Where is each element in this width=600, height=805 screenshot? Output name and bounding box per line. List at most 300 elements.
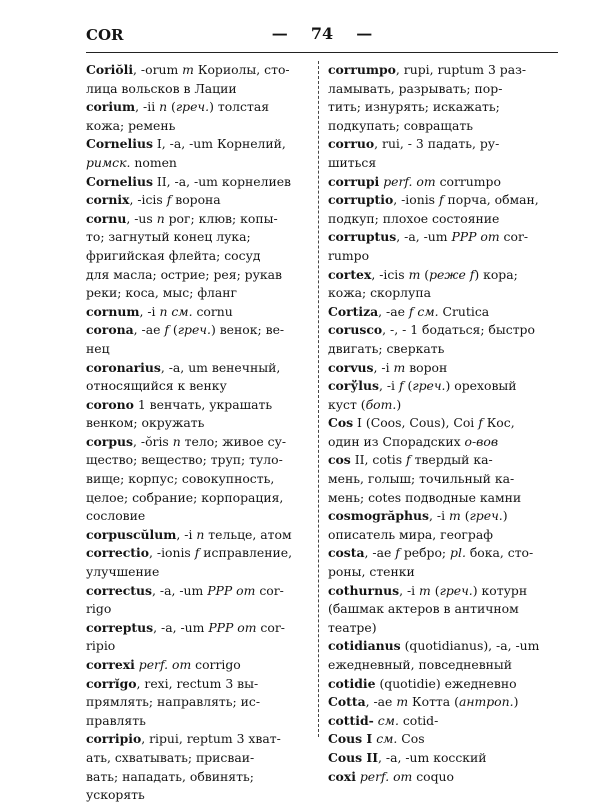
entry-line (328, 266, 550, 285)
headword: Cortiza (328, 303, 379, 319)
grammar-label: о-вов (464, 433, 499, 449)
grammar-label: см. (377, 712, 399, 728)
definition-text: улучшение (86, 564, 160, 580)
definition-text: 1 венчать, украшать (133, 396, 273, 412)
entry-line (328, 228, 550, 247)
entry-line (328, 563, 550, 582)
definition-text: ) (396, 396, 402, 412)
dictionary-entry (328, 135, 550, 172)
definition-text: , -ionis (149, 545, 195, 561)
dictionary-entry (86, 61, 308, 98)
dictionary-entry (328, 359, 550, 378)
entry-line (86, 675, 308, 694)
definition-text: , -ionis (393, 192, 439, 208)
entry-line (328, 749, 550, 768)
definition-text: , -ae (365, 694, 397, 710)
entry-line (328, 117, 550, 136)
definition-text: ( (430, 582, 440, 598)
dictionary-entry (328, 303, 550, 322)
definition-text: cor- (499, 229, 529, 245)
headword: Cous I (328, 731, 373, 747)
grammar-label: f (398, 378, 404, 394)
definition-text: , ripui, reptum 3 хват- (141, 731, 281, 747)
dictionary-entry (328, 191, 550, 228)
grammar-label: m (419, 582, 431, 598)
headword: cottid- (328, 712, 374, 728)
entry-line (328, 730, 550, 749)
definition-text: ( (168, 322, 178, 338)
definition-text: вище; корпус; совокупность, (86, 471, 275, 487)
headword: correptus (86, 619, 154, 635)
entry-line (328, 675, 550, 694)
headword: corium (86, 99, 136, 115)
headword: corrumpo (328, 62, 396, 77)
entry-line (328, 768, 550, 787)
entry-columns (86, 61, 558, 805)
headword: correctus (86, 582, 153, 598)
definition-text: подкупать; совращать (328, 117, 473, 133)
dictionary-entry (86, 656, 308, 675)
grammar-label: m (408, 266, 421, 282)
grammar-label: n (156, 210, 165, 226)
definition-text: , -i (373, 359, 394, 375)
entry-line (328, 526, 550, 545)
definition-text: сословие (86, 508, 146, 524)
definition-text: ) (502, 508, 508, 524)
entry-line (86, 489, 308, 508)
entry-line (328, 470, 550, 489)
definition-text: , -ii (135, 99, 160, 115)
definition-text: , -icis (129, 192, 167, 208)
entry-line (86, 340, 308, 359)
entry-line (86, 173, 308, 192)
entry-line (86, 544, 308, 563)
headword: corrupi (328, 173, 380, 189)
definition-text: cor- (256, 619, 285, 635)
headword: cornum (86, 303, 140, 319)
grammar-label: pl. (450, 545, 466, 561)
entry-line (328, 359, 550, 378)
grammar-label: PPP от (208, 619, 257, 635)
definition-text: мень, голыш; точильный ка- (328, 471, 515, 487)
entry-line (86, 414, 308, 433)
entry-line (86, 247, 308, 266)
page-number: 74 (310, 24, 334, 43)
grammar-label: PPP от (207, 582, 256, 598)
entry-line (328, 154, 550, 173)
headword: cortex (328, 266, 372, 282)
definition-text: , -i (399, 582, 420, 598)
dictionary-entry (86, 98, 308, 135)
entry-line (328, 619, 550, 638)
definition-text: твердый ка- (410, 452, 493, 468)
definition-text: правлять (86, 712, 146, 728)
definition-text: венком; окружать (86, 415, 205, 431)
dictionary-entry (328, 228, 550, 265)
page-number-block (86, 24, 558, 43)
definition-text: ламывать, разрывать; пор- (328, 80, 503, 96)
grammar-label: n (172, 433, 181, 449)
definition-text: cor- (255, 582, 284, 598)
headword: Cos (328, 415, 354, 431)
entry-line (86, 656, 308, 675)
entry-line (328, 61, 550, 80)
headword: corrĭgo (86, 675, 137, 691)
definition-text: , -a, -um косский (378, 749, 487, 765)
dictionary-entry (328, 637, 550, 674)
headword: cosmogrăphus (328, 508, 430, 524)
definition-text: шиться (328, 154, 377, 170)
grammar-label: n (196, 526, 205, 542)
dictionary-entry (86, 544, 308, 581)
dictionary-entry (86, 321, 308, 358)
definition-text: , -a, -um (396, 229, 452, 245)
grammar-label: f см. (408, 303, 439, 319)
definition-text: Котта ( (408, 694, 459, 710)
headword: cotidianus (328, 638, 401, 654)
page-number-dash-left: — (271, 24, 288, 43)
dictionary-entry (328, 544, 550, 581)
grammar-label: f (406, 452, 411, 468)
headword: correxi (86, 657, 135, 672)
definition-text: кожа; ремень (86, 117, 176, 133)
definition-text: ( (420, 266, 430, 282)
definition-text: II, -a, -um корнелиев (152, 173, 292, 189)
definition-text: , -a, -um (153, 619, 209, 635)
definition-text: , -ae (364, 545, 396, 561)
dictionary-entry (328, 377, 550, 414)
definition-text: , rupi, ruptum 3 раз- (395, 62, 527, 77)
grammar-label: n см. (159, 303, 193, 319)
definition-text: I, -a, -um Корнелий, (152, 136, 286, 152)
definition-text: исправление, (199, 545, 293, 561)
entry-line (328, 433, 550, 452)
definition-text: , -icis (371, 266, 409, 282)
entry-line (328, 284, 550, 303)
grammar-label: греч. (412, 378, 446, 394)
entry-line (86, 303, 308, 322)
dictionary-entry (86, 303, 308, 322)
grammar-label: греч. (175, 99, 210, 115)
dictionary-entry (328, 173, 550, 192)
headword: corono (86, 396, 134, 412)
dictionary-entry (328, 749, 550, 768)
grammar-label: perf. от (359, 768, 413, 784)
definition-text: (quotidie) ежедневно (375, 675, 517, 691)
entry-line (328, 321, 550, 340)
headword: corruptus (328, 229, 397, 245)
entry-line (328, 712, 550, 731)
headword: corўlus (328, 378, 379, 394)
definition-text: ) венок; ве- (210, 322, 285, 338)
headword: corpus (86, 433, 133, 449)
entry-line (328, 340, 550, 359)
entry-line (86, 600, 308, 619)
entry-line (86, 712, 308, 731)
headword: coronarius (86, 359, 161, 375)
definition-text: ( (460, 508, 470, 524)
entry-line (86, 80, 308, 99)
entry-line (328, 637, 550, 656)
dictionary-entry (328, 451, 550, 507)
grammar-label: m (393, 359, 406, 375)
definition-text: лица вольсков в Лации (86, 80, 237, 96)
entry-line (328, 135, 550, 154)
headword: corona (86, 322, 134, 338)
definition-text: coquo (412, 768, 454, 784)
definition-text: cornu (192, 303, 233, 319)
dictionary-entry (328, 61, 550, 135)
entry-line (86, 154, 308, 173)
dictionary-entry (328, 712, 550, 731)
definition-text: двигать; сверкать (328, 340, 445, 356)
dictionary-entry (86, 526, 308, 545)
entry-line (86, 433, 308, 452)
entry-line (86, 191, 308, 210)
entry-line (328, 173, 550, 192)
definition-text: , -i (378, 378, 399, 394)
grammar-label: m (449, 508, 461, 524)
entry-line (86, 507, 308, 526)
dictionary-entry (328, 266, 550, 303)
headword: cos (328, 452, 351, 468)
definition-text: rumpo (328, 247, 370, 263)
entry-line (86, 582, 308, 601)
entry-line (86, 117, 308, 136)
definition-text: Кориолы, сто- (193, 62, 290, 77)
definition-text: , -ŏris (133, 433, 173, 449)
entry-line (328, 191, 550, 210)
dictionary-entry (86, 191, 308, 210)
definition-text: ребро; (399, 545, 451, 561)
definition-text: театре) (328, 619, 377, 635)
entry-line (86, 61, 308, 80)
entry-line (86, 563, 308, 582)
definition-text: ) ореховый (445, 378, 517, 394)
definition-text: ать, схватывать; присваи- (86, 749, 255, 765)
entry-line (86, 266, 308, 285)
dictionary-entry (328, 730, 550, 749)
dictionary-entry (86, 173, 308, 192)
entry-line (86, 396, 308, 415)
dictionary-entry (86, 359, 308, 396)
headword: Coriŏli (86, 62, 134, 77)
headword: correctio (86, 545, 149, 561)
definition-text: бока, сто- (465, 545, 534, 561)
definition-text: мень; cotes подводные камни (328, 489, 522, 505)
definition-text: ) толстая (209, 99, 270, 115)
entry-line (86, 359, 308, 378)
entry-line (328, 210, 550, 229)
definition-text: фригийская флейта; сосуд (86, 247, 261, 263)
dictionary-entry (86, 135, 308, 172)
headword: cotidie (328, 675, 376, 691)
headword: corruptio (328, 192, 394, 208)
headword: corripio (86, 731, 142, 747)
page-number-dash-right: — (356, 24, 373, 43)
grammar-label: реже f (429, 266, 475, 282)
entry-line (86, 321, 308, 340)
entry-line (328, 451, 550, 470)
grammar-label: f (438, 192, 444, 208)
definition-text: Crutica (438, 303, 490, 319)
entry-line (328, 544, 550, 563)
entry-line (86, 377, 308, 396)
entry-line (86, 768, 308, 787)
entry-line (86, 228, 308, 247)
headword: corruo (328, 136, 375, 152)
definition-text: то; загнутый конец лука; (86, 229, 251, 245)
definition-text: для масла; острие; рея; рукав (86, 266, 283, 282)
grammar-label: PPP от (451, 229, 500, 245)
grammar-label: f (164, 322, 169, 338)
entry-line (328, 377, 550, 396)
grammar-label: бот. (365, 396, 397, 412)
definition-text: относящийся к венку (86, 378, 227, 394)
definition-text: , -ae (378, 303, 409, 319)
grammar-label: антроп. (458, 694, 514, 710)
grammar-label: perf. от (138, 657, 192, 672)
definition-text: щество; вещество; труп; туло- (86, 452, 283, 468)
headword: Cous II (328, 749, 379, 765)
entry-line (328, 600, 550, 619)
definition-text: rigo (86, 601, 112, 617)
entry-line (328, 396, 550, 415)
dictionary-entry (86, 433, 308, 526)
definition-text: , -a, -um (152, 582, 208, 598)
definition-text: нец (86, 340, 110, 356)
definition-text: один из Спорадских (328, 433, 465, 449)
dictionary-entry (328, 582, 550, 638)
grammar-label: римск. (86, 154, 131, 170)
definition-text: , -i (429, 508, 450, 524)
entry-line (86, 210, 308, 229)
grammar-label: греч. (469, 508, 503, 524)
definition-text: порча, обман, (443, 192, 539, 208)
definition-text: corrigo (191, 657, 241, 672)
definition-text: , -i (176, 526, 197, 542)
headword: corpuscŭlum (86, 526, 177, 542)
definition-text: ежедневный, повседневный (328, 657, 513, 672)
definition-text: II, cotis (350, 452, 407, 468)
entry-line (328, 247, 550, 266)
definition-text: , -ae (133, 322, 165, 338)
column-divider (318, 61, 319, 737)
dictionary-entry (328, 507, 550, 544)
definition-text: ripio (86, 638, 116, 654)
definition-text: рог; клюв; копы- (164, 210, 278, 226)
definition-text: кожа; скорлупа (328, 285, 431, 301)
headword: coxi (328, 768, 356, 784)
definition-text: тельце, атом (204, 526, 292, 542)
definition-text: тело; живое су- (180, 433, 287, 449)
dictionary-entry (86, 210, 308, 303)
entry-line (328, 582, 550, 601)
definition-text: прямлять; направлять; ис- (86, 694, 261, 710)
definition-text: целое; собрание; корпорация, (86, 489, 284, 505)
entry-line (86, 730, 308, 749)
definition-text: nomen (130, 154, 177, 170)
definition-text: , -i (139, 303, 160, 319)
grammar-label: греч. (439, 582, 473, 598)
dictionary-entry (86, 730, 308, 804)
guide-word: COR (86, 26, 124, 44)
entry-line (328, 80, 550, 99)
definition-text: ворон (405, 359, 448, 375)
headword: cornu (86, 210, 127, 226)
definition-text: Кос, (482, 415, 515, 431)
definition-text: cotid- (398, 712, 439, 728)
grammar-label: m (182, 62, 194, 77)
entry-line (328, 98, 550, 117)
definition-text: , -a, um венечный, (160, 359, 281, 375)
headword: corvus (328, 359, 374, 375)
definition-text: , rui, - 3 падать, ру- (374, 136, 500, 152)
definition-text: , -, - 1 бодаться; быстро (382, 322, 535, 338)
definition-text: Cos (397, 731, 425, 747)
headword: Cornelius (86, 173, 153, 189)
definition-text: ) (513, 694, 519, 710)
dictionary-entry (86, 582, 308, 619)
definition-text: ) котурн (472, 582, 528, 598)
definition-text: роны, стенки (328, 564, 415, 580)
definition-text: подкуп; плохое состояние (328, 210, 500, 226)
definition-text: ( (403, 378, 413, 394)
dictionary-entry (86, 396, 308, 433)
entry-line (328, 693, 550, 712)
definition-text: вать; нападать, обвинять; (86, 768, 254, 784)
dictionary-entry (328, 675, 550, 694)
definition-text: тить; изнурять; искажать; (328, 99, 500, 115)
entry-line (328, 414, 550, 433)
definition-text: (quotidianus), -a, -um (400, 638, 540, 654)
entry-line (86, 526, 308, 545)
entry-line (86, 637, 308, 656)
definition-text: реки; коса, мыс; фланг (86, 285, 238, 301)
entry-line (328, 656, 550, 675)
page-header (86, 22, 558, 53)
definition-text: ) кора; (474, 266, 518, 282)
dictionary-entry (328, 768, 550, 787)
definition-text: ускорять (86, 787, 145, 803)
headword: cornix (86, 192, 130, 208)
grammar-label: см. (376, 731, 398, 747)
entry-line (86, 786, 308, 805)
right-column (318, 61, 550, 805)
entry-line (328, 303, 550, 322)
definition-text: ( (167, 99, 176, 115)
grammar-label: f (194, 545, 200, 561)
grammar-label: m (396, 694, 409, 710)
headword: Cotta (328, 694, 366, 710)
grammar-label: f (478, 415, 483, 431)
dictionary-entry (328, 321, 550, 358)
entry-line (328, 507, 550, 526)
dictionary-entry (328, 693, 550, 712)
left-column (86, 61, 318, 805)
definition-text: (башмак актеров в античном (328, 601, 519, 617)
dictionary-entry (86, 675, 308, 731)
entry-line (86, 693, 308, 712)
entry-line (86, 98, 308, 117)
headword: costa (328, 545, 365, 561)
definition-text: , -us (126, 210, 157, 226)
definition-text: , -orum (133, 62, 183, 77)
grammar-label: f (395, 545, 400, 561)
grammar-label: f (166, 192, 172, 208)
dictionary-entry (86, 619, 308, 656)
definition-text: описатель мира, географ (328, 526, 493, 542)
